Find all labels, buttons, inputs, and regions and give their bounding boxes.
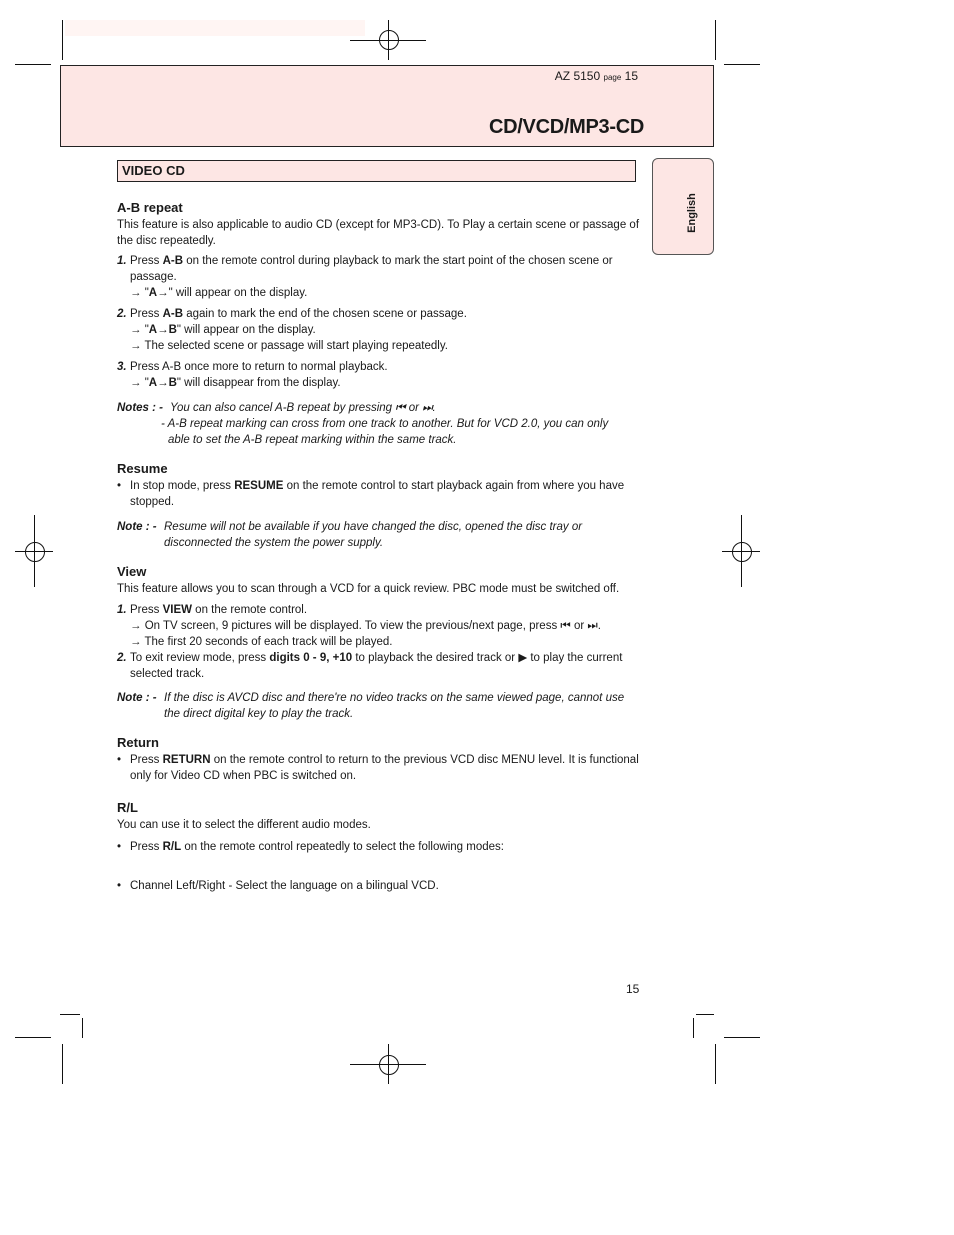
text: on the remote control. (191, 604, 308, 616)
note-text: - A-B repeat marking can cross from one track to another. But for VCD 2.0, you can only (161, 418, 609, 430)
page-word: page (603, 73, 622, 82)
rl-bullet-2 (117, 878, 639, 894)
note-text: able to set the A-B repeat marking within the same track. (168, 434, 457, 446)
text: " will appear on the display. (176, 324, 316, 336)
ab-step-2 (117, 306, 639, 322)
section-heading: VIDEO CD (122, 163, 185, 178)
ab-intro: This feature is also applicable to audio CD (except for MP3-CD). To Play a certain scene or passage of the disc repeatedly. (117, 219, 640, 247)
heading-resume: Resume (117, 461, 168, 476)
step-number: 1. (117, 604, 127, 616)
step-number: 2. (117, 652, 127, 664)
text: again to mark the end of the chosen scene or passage. (183, 308, 467, 320)
key-label: RETURN (162, 754, 211, 766)
note-text: If the disc is AVCD disc and there're no video tracks on the same viewed page, cannot use the direct digital key to play the track. (164, 692, 625, 720)
ab-step-2-result-1 (117, 322, 639, 338)
view-intro: This feature allows you to scan through a VCD for a quick review. PBC mode must be switched off. (117, 583, 620, 595)
view-step-1 (117, 602, 639, 618)
crop-mark (15, 1037, 51, 1038)
text: to playback the desired track or ▶ to play the current selected track. (130, 652, 623, 680)
text: Channel Left/Right - Select the language on a bilingual VCD. (130, 880, 439, 892)
note-text: Resume will not be available if you have changed the disc, opened the disc tray or disconnected the system the power supply. (164, 521, 583, 549)
crop-mark (15, 551, 53, 552)
resume-note (117, 519, 639, 551)
bullet: • (117, 841, 122, 853)
ab-step-3-result (117, 375, 639, 391)
language-tab-label: English (685, 193, 698, 233)
crop-mark (724, 64, 760, 65)
key-label: A-B (162, 255, 184, 267)
text: " will appear on the display. (168, 287, 308, 299)
text: To exit review mode, press (130, 652, 270, 664)
registration-mark (732, 542, 752, 562)
text: Press (130, 754, 163, 766)
model-label (555, 69, 638, 83)
model-name: AZ 5150 (554, 69, 601, 83)
registration-mark (379, 1055, 399, 1075)
top-strip (65, 20, 365, 36)
key-label: R/L (162, 841, 182, 853)
bullet: • (117, 754, 122, 766)
crop-mark (62, 20, 63, 60)
text: → " (130, 324, 149, 336)
text: Press (130, 308, 163, 320)
step-number: 3. (117, 361, 127, 373)
note-label: Note : - (117, 521, 157, 533)
crop-mark (82, 1018, 83, 1038)
text: on the remote control to return to the previous VCD disc MENU level. It is functional only for Video CD when PBC is switched on. (130, 754, 639, 782)
crop-mark (696, 1014, 714, 1015)
text: on the remote control to start playback again from where you have stopped. (130, 480, 625, 508)
ab-step-3 (117, 359, 639, 375)
return-bullet (117, 752, 639, 784)
notes-label: Notes : - (117, 402, 163, 414)
note-label: Note : - (117, 692, 157, 704)
text: Press (130, 255, 163, 267)
main-content (117, 199, 639, 894)
text: Press A-B once more to return to normal playback. (130, 361, 388, 373)
rl-bullet-1 (117, 839, 639, 855)
crop-mark (693, 1018, 694, 1038)
crop-mark (722, 551, 760, 552)
text: Press (130, 841, 163, 853)
display-label: A→ (148, 287, 169, 299)
ab-step-2-result-2: → The selected scene or passage will start playing repeatedly. (130, 340, 448, 352)
text: on the remote control repeatedly to select the following modes: (181, 841, 504, 853)
rl-intro: You can use it to select the different audio modes. (117, 819, 371, 831)
display-label: A→B (148, 377, 177, 389)
heading-rl: R/L (117, 800, 138, 815)
key-label: VIEW (162, 604, 192, 616)
crop-mark (350, 1064, 426, 1065)
section-heading-box (117, 160, 636, 182)
key-label: digits 0 - 9, +10 (269, 652, 353, 664)
view-step-2 (117, 650, 639, 682)
crop-mark (15, 64, 51, 65)
crop-mark (724, 1037, 760, 1038)
ab-step-1 (117, 253, 639, 285)
page-number: 15 (626, 982, 640, 996)
heading-return: Return (117, 735, 159, 750)
bullet: • (117, 880, 122, 892)
text: In stop mode, press (130, 480, 235, 492)
step-number: 2. (117, 308, 127, 320)
view-step-1-result-1: → On TV screen, 9 pictures will be displayed. To view the previous/next page, press ⏮ or ⏭. (130, 620, 601, 632)
step-number: 1. (117, 255, 127, 267)
text: " will disappear from the display. (176, 377, 341, 389)
bullet: • (117, 480, 122, 492)
heading-ab-repeat: A-B repeat (117, 200, 183, 215)
text: → " (130, 377, 149, 389)
note-text: You can also cancel A-B repeat by pressing ⏮ or ⏭. (170, 402, 436, 414)
display-label: A→B (148, 324, 177, 336)
page-title: CD/VCD/MP3-CD (489, 116, 644, 138)
key-label: RESUME (234, 480, 284, 492)
text: → " (130, 287, 149, 299)
key-label: A-B (162, 308, 184, 320)
language-tab (652, 158, 714, 255)
heading-view: View (117, 564, 147, 579)
crop-mark (60, 1014, 80, 1015)
registration-mark (25, 542, 45, 562)
header-page-number: 15 (624, 69, 638, 83)
crop-mark (715, 20, 716, 60)
crop-mark (62, 1044, 63, 1084)
view-note (117, 690, 639, 722)
text: on the remote control during playback to mark the start point of the chosen scene or passage. (130, 255, 613, 283)
view-step-1-result-2: → The first 20 seconds of each track will be played. (130, 636, 393, 648)
text: Press (130, 604, 163, 616)
crop-mark (715, 1044, 716, 1084)
ab-step-1-result (117, 285, 639, 301)
resume-bullet (117, 478, 639, 510)
ab-notes (117, 400, 639, 448)
crop-mark (350, 40, 426, 41)
